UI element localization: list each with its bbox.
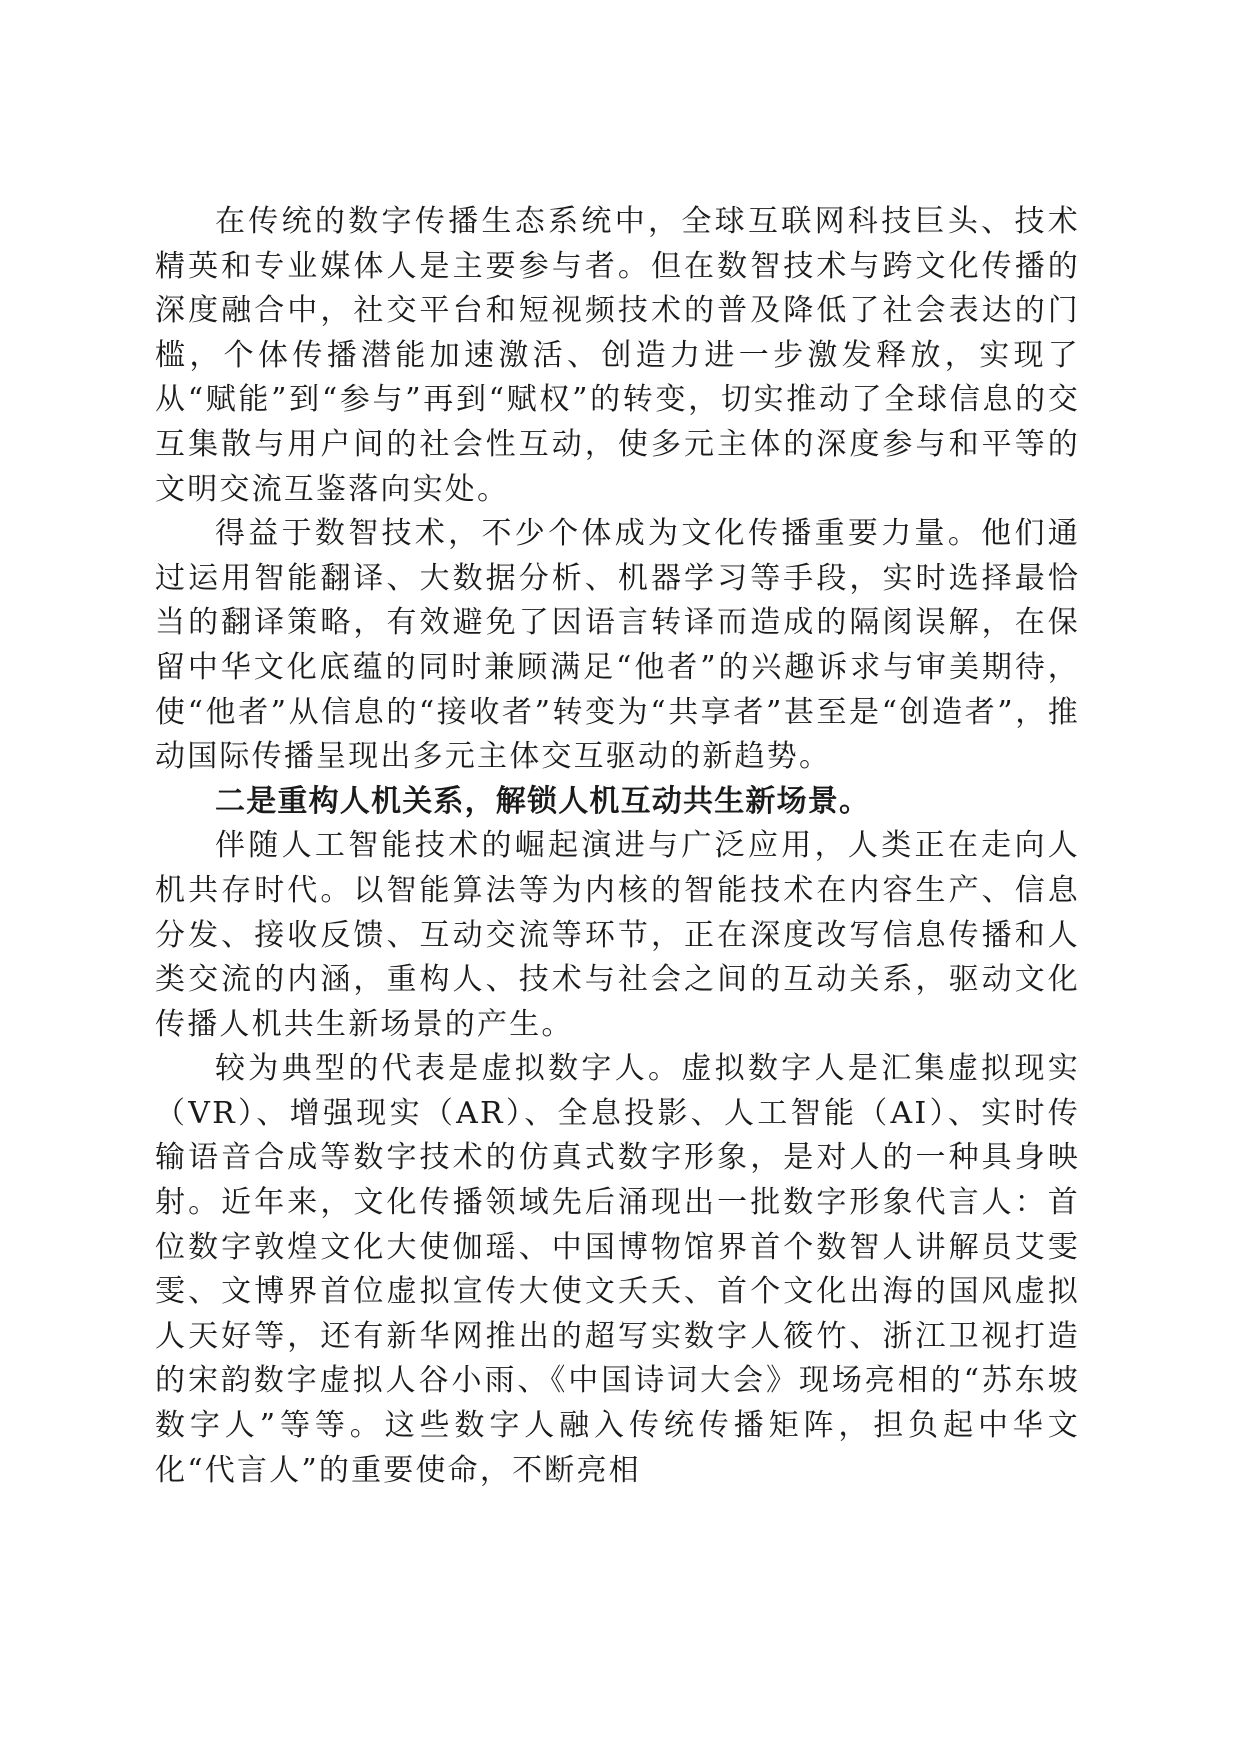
section-heading: 二是重构人机关系，解锁人机互动共生新场景。 <box>215 783 871 819</box>
paragraph-virtual-digital-humans: 较为典型的代表是虚拟数字人。虚拟数字人是汇集虚拟现实（VR）、增强现实（AR）、全息投影、人工智能（AI）、实时传输语音合成等数字技术的仿真式数字形象，是对人的一种具身映射。近年来，文化传播领域先后涌现出一批数字形象代言人：首位数字敦煌文化大使伽瑶、中国博物馆界首个数智人讲解员艾雯雯、文博界首位虚拟宣传大使文夭夭、首个文化出海的国风虚拟人天好等，还有新华网推出的超写实数字人筱竹、浙江卫视打造的宋韵数字虚拟人谷小雨、《中国诗词大会》现场亮相的“苏东坡数字人”等等。这些数字人融入传统传播矩阵，担负起中华文化“代言人”的重要使命，不断亮相 <box>155 1051 1080 1488</box>
paragraph-individual-communicators: 得益于数智技术，不少个体成为文化传播重要力量。他们通过运用智能翻译、大数据分析、机器学习等手段，实时选择最恰当的翻译策略，有效避免了因语言转译而造成的隔阂误解，在保留中华文化底蕴的同时兼顾满足“他者”的兴趣诉求与审美期待，使“他者”从信息的“接收者”转变为“共享者”甚至是“创造者”，推动国际传播呈现出多元主体交互驱动的新趋势。 <box>155 516 1080 775</box>
document-body <box>155 200 1080 1493</box>
paragraph-digital-ecosystem: 在传统的数字传播生态系统中，全球互联网科技巨头、技术精英和专业媒体人是主要参与者。但在数智技术与跨文化传播的深度融合中，社交平台和短视频技术的普及降低了社会表达的门槛，个体传播潜能加速激活、创造力进一步激发释放，实现了从“赋能”到“参与”再到“赋权”的转变，切实推动了全球信息的交互集散与用户间的社会性互动，使多元主体的深度参与和平等的文明交流互鉴落向实处。 <box>155 204 1080 507</box>
paragraph-human-machine-coexistence: 伴随人工智能技术的崛起演进与广泛应用，人类正在走向人机共存时代。以智能算法等为内核的智能技术在内容生产、信息分发、接收反馈、互动交流等环节，正在深度改写信息传播和人类交流的内涵，重构人、技术与社会之间的互动关系，驱动文化传播人机共生新场景的产生。 <box>155 828 1080 1042</box>
